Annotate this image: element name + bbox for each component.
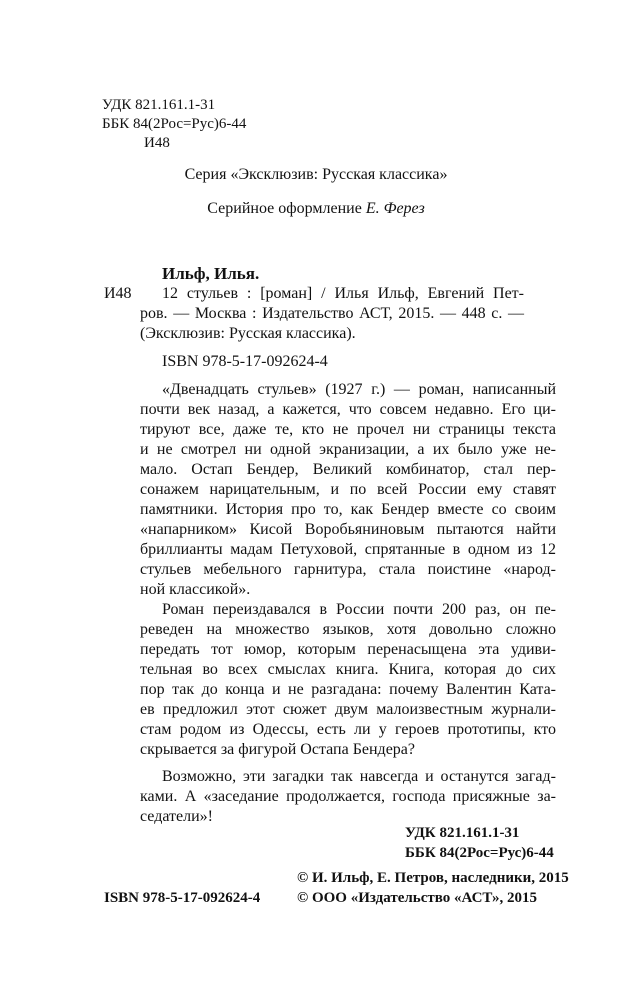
annotation-line: мало. Остап Бендер, Великий комбинатор, стал пер- xyxy=(140,461,556,478)
top-udk: УДК 821.161.1-31 xyxy=(102,97,216,113)
design-label: Серийное оформление xyxy=(207,200,362,217)
bibliographic-line: (Эксклюзив: Русская классика). xyxy=(140,325,356,342)
top-bbk: ББК 84(2Рос=Рус)6-44 xyxy=(102,116,247,132)
annotation-line: почти век назад, а кажется, что совсем недавно. Его ци- xyxy=(140,401,556,418)
copyright-line: © ООО «Издательство «АСТ», 2015 xyxy=(297,890,538,906)
bibliographic-line: 12 стульев : [роман] / Илья Ильф, Евгений Пет- xyxy=(162,285,524,302)
series-line: Серия «Эксклюзив: Русская классика» xyxy=(184,166,448,183)
bottom-udk: УДК 821.161.1-31 xyxy=(405,825,520,841)
top-author-mark: И48 xyxy=(144,135,170,151)
annotation-line: тируют все, даже те, кто не прочел ни страницы текста xyxy=(140,421,556,438)
bibliographic-isbn: ISBN 978-5-17-092624-4 xyxy=(162,353,328,370)
annotation-line: сонажем нарицательным, и по всей России ему ставят xyxy=(140,481,556,498)
bottom-bbk: ББК 84(2Рос=Рус)6-44 xyxy=(405,845,554,861)
annotation-line: стульев мебельного гарнитура, стала поистине «народ- xyxy=(140,561,556,578)
annotation-line: бриллианты мадам Петуховой, спрятанные в одном из 12 xyxy=(140,541,556,558)
annotation-line: ками. А «заседание продолжается, господа присяжные за- xyxy=(140,788,556,805)
bibliographic-author-mark: И48 xyxy=(104,285,132,302)
annotation-line: седатели»! xyxy=(140,808,213,825)
annotation-line: Роман переиздавался в России почти 200 раз, он пе- xyxy=(162,601,556,618)
designer-name: Е. Ферез xyxy=(365,200,425,217)
copyright-isbn: ISBN 978-5-17-092624-4 xyxy=(104,890,261,906)
annotation-line: ной классикой». xyxy=(140,581,251,598)
author-heading: Ильф, Илья. xyxy=(162,264,260,283)
bibliographic-line: ров. — Москва : Издательство АСТ, 2015. — 448 с. — xyxy=(140,305,524,322)
design-line xyxy=(0,199,632,219)
annotation-line: «Двенадцать стульев» (1927 г.) — роман, написанный xyxy=(162,381,556,398)
annotation-line: тельная во всех смыслах книга. Книга, которая до сих xyxy=(140,661,556,678)
annotation-line: Возможно, эти загадки так навсегда и останутся загад- xyxy=(162,768,556,785)
annotation-line: памятники. История про то, как Бендер вместе со своим xyxy=(140,501,556,518)
top-classification-block xyxy=(102,96,246,153)
annotation-line: «напарником» Кисой Воробьяниновым пытаются найти xyxy=(140,521,556,538)
annotation-line: стам родом из Одессы, есть ли у героев прототипы, кто xyxy=(140,721,556,738)
annotation-line: и не смотрел ни одной экранизации, а их было уже не- xyxy=(140,441,556,458)
annotation-line: ев предложил этот сюжет двум малоизвестным журнали- xyxy=(140,701,556,718)
copyright-line: © И. Ильф, Е. Петров, наследники, 2015 xyxy=(297,870,569,886)
annotation-line: скрывается за фигурой Остапа Бендера? xyxy=(140,741,415,758)
annotation-line: реведен на множество языков, хотя довольно сложно xyxy=(140,621,556,638)
annotation-line: пор так до конца и не разгадана: почему Валентин Ката- xyxy=(140,681,556,698)
annotation-line: передать тот юмор, которым перенасыщена эта удиви- xyxy=(140,641,556,658)
